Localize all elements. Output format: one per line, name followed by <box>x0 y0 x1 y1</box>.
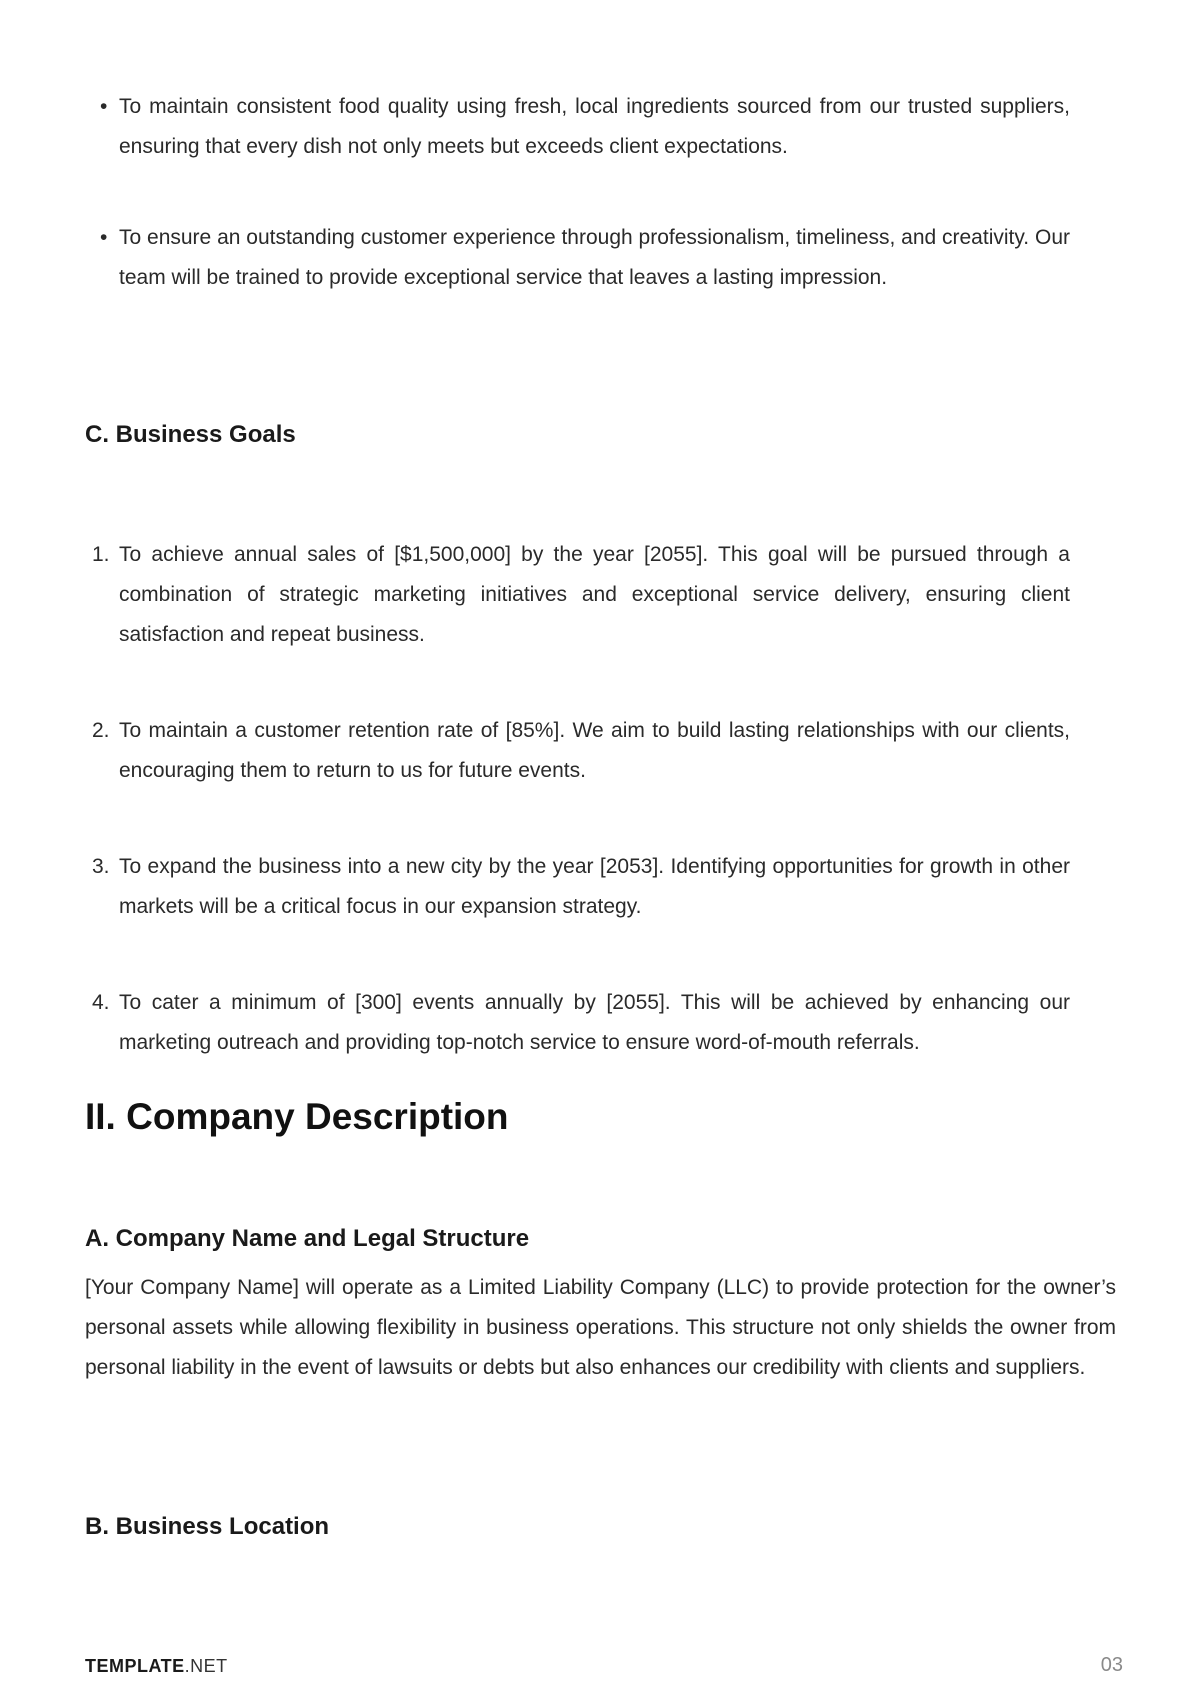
page-number: 03 <box>1100 1654 1123 1676</box>
goal-text: To expand the business into a new city by the year [2053]. Identifying opportunities for growth in other markets will be a critical focus in our expansion strategy. <box>119 855 1070 918</box>
brand-suffix: .NET <box>184 1656 228 1676</box>
list-item <box>100 218 1070 298</box>
list-number: 2. <box>92 719 110 742</box>
list-number: 3. <box>92 855 110 878</box>
paragraph-block <box>85 1268 1116 1388</box>
bullet-marker: • <box>100 226 108 249</box>
subsection-heading-business-location: B. Business Location <box>85 1513 330 1540</box>
list-item <box>92 847 1070 927</box>
goal-text: To maintain a customer retention rate of [85%]. We aim to build lasting relationships with our clients, encouraging them to return to us for future events. <box>119 719 1070 782</box>
company-structure-paragraph: [Your Company Name] will operate as a Limited Liability Company (LLC) to provide protection for the owner’s personal assets while allowing flexibility in business operations. This structure not only shields the owner from personal liability in the event of lawsuits or debts but also enhances our credibility with clients and suppliers. <box>85 1276 1116 1379</box>
bullet-text: To ensure an outstanding customer experience through professionalism, timeliness, and creativity. Our team will be trained to provide exceptional service that leaves a lasting impression. <box>119 226 1070 289</box>
subsection-heading-company-name: A. Company Name and Legal Structure <box>85 1225 530 1252</box>
list-item <box>92 711 1070 791</box>
goal-text: To cater a minimum of [300] events annually by [2055]. This will be achieved by enhancing our marketing outreach and providing top-notch service to ensure word-of-mouth referrals. <box>119 991 1070 1054</box>
section-heading-company-description: II. Company Description <box>85 1096 509 1137</box>
goal-text: To achieve annual sales of [$1,500,000] by the year [2055]. This goal will be pursued through a combination of strategic marketing initiatives and exceptional service delivery, ensuring client satisfaction and repeat business. <box>119 543 1070 646</box>
footer-logo <box>85 1656 228 1677</box>
list-item <box>100 87 1070 167</box>
section-heading-business-goals: C. Business Goals <box>85 421 296 448</box>
list-item <box>92 535 1070 655</box>
brand-name: TEMPLATE <box>85 1656 185 1676</box>
bullet-marker: • <box>100 95 108 118</box>
list-item <box>92 983 1070 1063</box>
list-number: 1. <box>92 543 110 566</box>
list-number: 4. <box>92 991 110 1014</box>
bullet-text: To maintain consistent food quality using fresh, local ingredients sourced from our trusted suppliers, ensuring that every dish not only meets but exceeds client expectations. <box>119 95 1070 158</box>
